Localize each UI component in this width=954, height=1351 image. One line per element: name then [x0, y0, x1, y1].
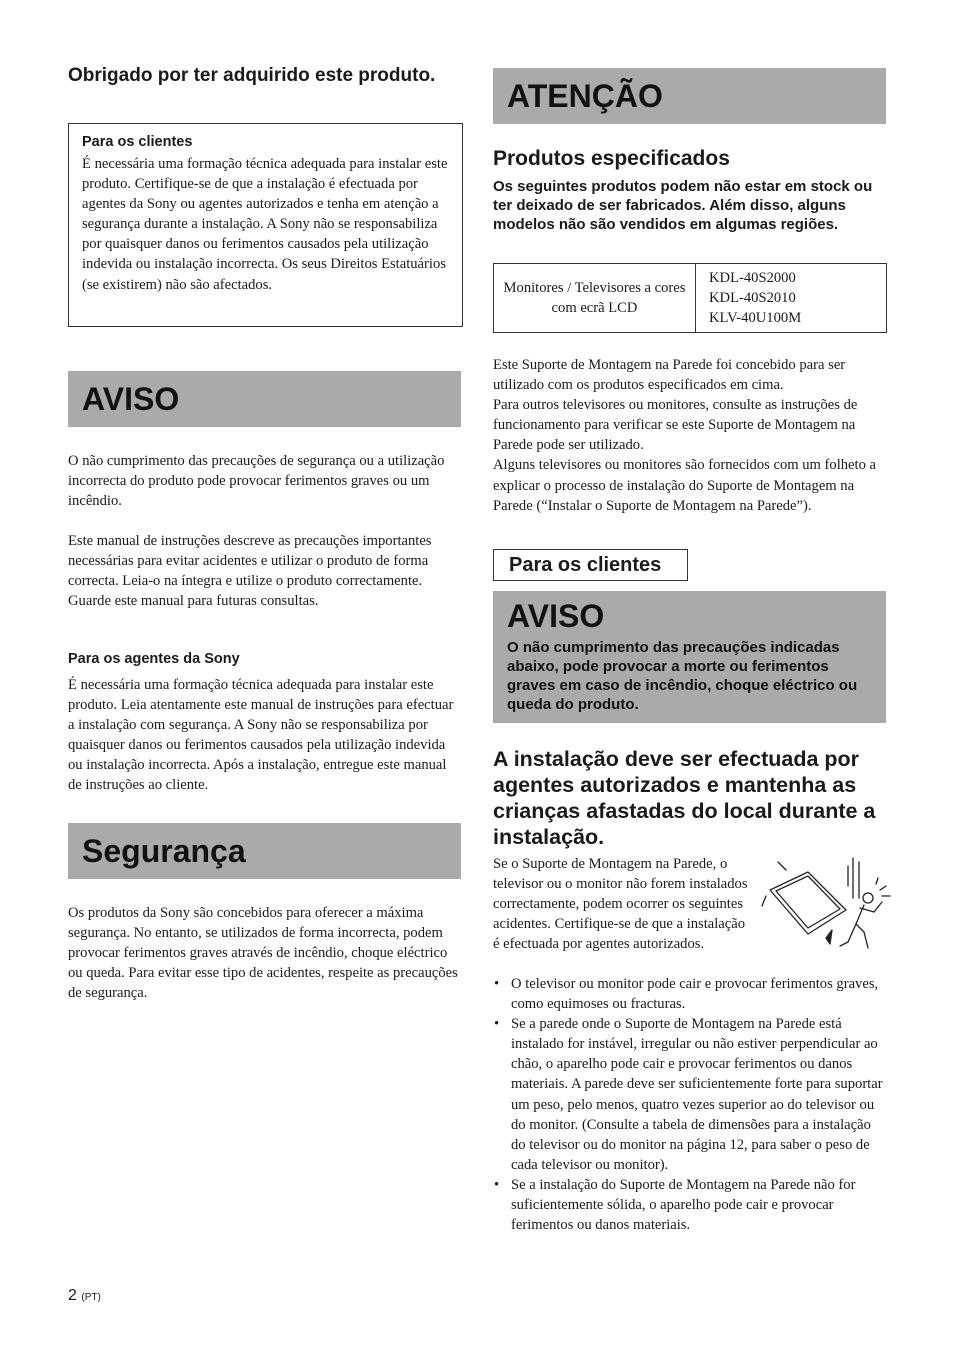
page-number: [68, 1287, 101, 1305]
products-heading: Produtos especificados: [493, 147, 730, 170]
thanks-heading: Obrigado por ter adquirido este produto.: [68, 65, 436, 86]
intro-line: Alguns televisores ou monitores são fornecidos com um folheto a explicar o processo de instalação do Suporte de Montagem na Parede (“Instalar o Suporte de Montagem na Parede”).: [493, 457, 877, 514]
aviso-warning-text: O não cumprimento das precauções indicadas abaixo, pode provocar a morte ou ferimentos graves em caso de incêndio, choque eléctrico ou queda do produto.: [507, 639, 858, 713]
customers-box-text: É necessária uma formação técnica adequada para instalar este produto. Certifique-se de que a instalação é efectuada por agentes da Sony ou agentes autorizados e tenha em atenção a segurança durante a instalação. A Sony não se responsabiliza por quaisquer danos ou ferimentos causados pela utilização indevida ou instalação incorrecta. Os seus Direitos Estatuários (se existirem) não são afectados.: [82, 156, 448, 293]
falling-tv-illustration: [756, 852, 894, 952]
customers-box-heading: Para os clientes: [82, 134, 193, 150]
agents-heading: Para os agentes da Sony: [68, 651, 240, 667]
install-heading: A instalação deve ser efectuada por agentes autorizados e mantenha as crianças afastadas do local durante a instalação.: [493, 747, 876, 849]
page-lang: (PT): [81, 1292, 101, 1303]
aviso-banner: AVISO: [68, 371, 461, 427]
intro-line: Para outros televisores ou monitores, consulte as instruções de funcionamento para verificar se este Suporte de Montagem na Parede pode ser utilizado.: [493, 397, 858, 454]
model-item: KDL-40S2000: [709, 270, 796, 286]
table-category-cell: Monitores / Televisores a cores com ecrã LCD: [494, 264, 696, 333]
aviso-paragraph-2: Este manual de instruções descreve as precauções importantes necessárias para evitar acidentes e utilizar o produto de forma correcta. Leia-o na íntegra e utilize o produto correctamente. Guarde este manual para futuras consultas.: [68, 533, 432, 610]
aviso-paragraph-1: O não cumprimento das precauções de segurança ou a utilização incorrecta do produto pode provocar ferimentos graves ou um incêndio.: [68, 453, 445, 510]
products-table: [493, 263, 887, 333]
intro-line: Este Suporte de Montagem na Parede foi concebido para ser utilizado com os produtos especificados em cima.: [493, 357, 846, 394]
install-intro: Se o Suporte de Montagem na Parede, o televisor ou o monitor não forem instalados correctamente, podem ocorrer os seguintes acidentes. Certifique-se de que a instalação é efectuada por agentes autorizados.: [493, 856, 748, 953]
aviso-warning-box: [493, 591, 886, 723]
table-row: [494, 264, 887, 333]
list-item: • O televisor ou monitor pode cair e provocar ferimentos graves, como equimoses ou fracturas.: [493, 974, 886, 1014]
aviso-warning-title: AVISO: [507, 598, 605, 634]
customers-box: [68, 123, 463, 327]
model-item: KDL-40S2010: [709, 290, 796, 306]
intro-text: [493, 355, 886, 516]
model-item: KLV-40U100M: [709, 310, 802, 326]
table-models-cell: [696, 264, 887, 333]
agents-text: É necessária uma formação técnica adequada para instalar este produto. Leia atentamente este manual de instruções para efectuar a instalação com segurança. A Sony não se responsabiliza por quaisquer danos ou ferimentos causados pela utilização indevida ou instalação incorrecta. Após a instalação, entregue este manual de instruções ao cliente.: [68, 677, 454, 794]
list-item: • Se a instalação do Suporte de Montagem na Parede não for suficientemente sólida, o aparelho pode cair e provocar ferimentos ou danos materiais.: [493, 1175, 886, 1235]
seguranca-text: Os produtos da Sony são concebidos para oferecer a máxima segurança. No entanto, se utilizados de forma incorrecta, podem provocar ferimentos graves através de incêndio, choque eléctrico ou queda. Para evitar esse tipo de acidentes, respeite as precauções de segurança.: [68, 905, 458, 1002]
page-number-value: 2: [68, 1287, 77, 1304]
seguranca-banner: Segurança: [68, 823, 461, 879]
products-note: Os seguintes produtos podem não estar em stock ou ter deixado de ser fabricados. Além disso, alguns modelos não são vendidos em algumas regiões.: [493, 178, 873, 233]
clients-tag: Para os clientes: [493, 549, 688, 581]
install-risk-list: [493, 974, 886, 1235]
atencao-banner: ATENÇÃO: [493, 68, 886, 124]
list-item: • Se a parede onde o Suporte de Montagem na Parede está instalado for instável, irregular ou não estiver perpendicular ao chão, o aparelho pode cair e provocar ferimentos ou danos materiais. A parede deve ser suficientemente forte para suportar um peso, pelo menos, quatro vezes superior ao do televisor ou do monitor. (Consulte a tabela de dimensões para a instalação do televisor ou do monitor na página 12, para saber o peso de cada televisor ou monitor).: [493, 1014, 886, 1175]
